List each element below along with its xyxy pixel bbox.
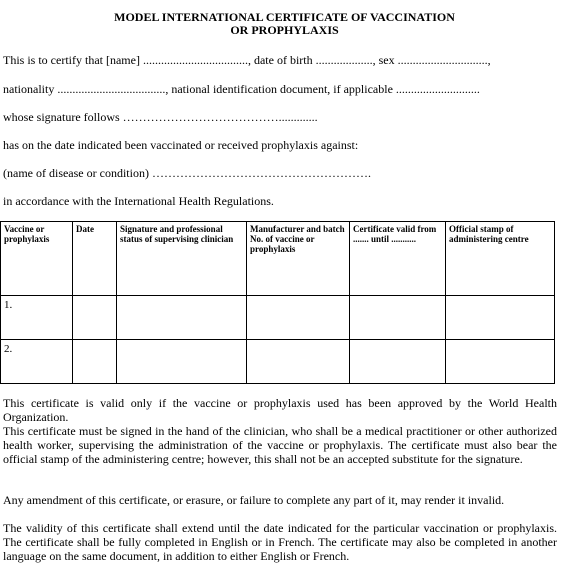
vaccinated-against-line: has on the date indicated been vaccinated or received prophylaxis against: [3, 138, 359, 152]
table-cell [117, 296, 247, 340]
ihr-line: in accordance with the International Health Regulations. [3, 194, 274, 208]
table-header-cell: Manufacturer and batch No. of vaccine or prophylaxis [247, 222, 350, 296]
disease-line: (name of disease or condition) ………………………………………………. [3, 166, 371, 180]
table-cell [73, 340, 117, 384]
signing-paragraph: This certificate must be signed in the hand of the clinician, who shall be a medical practitioner or other authorized health worker, supervising the administration of the vaccine or prophylaxis. The certificate must also bear the official stamp of the administering centre; however, this shall not be an accepted substitute for the signature. [3, 424, 557, 466]
table-cell [117, 340, 247, 384]
certify-line: This is to certify that [name] ..................................., date of birth ..................., sex .............................., [3, 53, 491, 67]
validity-paragraph: This certificate is valid only if the vaccine or prophylaxis used has been approved by the World Health Organization. [3, 396, 557, 424]
table-header-cell: Vaccine or prophylaxis [1, 222, 73, 296]
table-header-cell: Official stamp of administering centre [446, 222, 555, 296]
nationality-line: nationality ...................................., national identification document, if applicable ............................ [3, 82, 480, 96]
table-cell [350, 296, 446, 340]
table-cell: 1. [1, 296, 73, 340]
title-line-1: MODEL INTERNATIONAL CERTIFICATE OF VACCINATION [114, 10, 455, 24]
signature-line: whose signature follows …………………………………............. [3, 110, 318, 124]
table-header-cell: Signature and professional status of supervising clinician [117, 222, 247, 296]
table-cell [446, 340, 555, 384]
title-line-2: OR PROPHYLAXIS [230, 23, 339, 37]
table-header-row [1, 222, 555, 296]
table-cell: 2. [1, 340, 73, 384]
table-cell [247, 340, 350, 384]
table-cell [446, 296, 555, 340]
table-row [1, 296, 555, 340]
amendment-paragraph: Any amendment of this certificate, or erasure, or failure to complete any part of it, may render it invalid. [3, 493, 505, 507]
table-cell [73, 296, 117, 340]
table-header-cell: Certificate valid from ....... until ........... [350, 222, 446, 296]
vaccination-table [0, 221, 555, 384]
table-row [1, 340, 555, 384]
language-paragraph: The validity of this certificate shall extend until the date indicated for the particular vaccination or prophylaxis. The certificate shall be fully completed in English or in French. The certificate may also be completed in another language on the same document, in addition to either English or French. [3, 521, 557, 563]
table-cell [350, 340, 446, 384]
table-cell [247, 296, 350, 340]
table-header-cell: Date [73, 222, 117, 296]
